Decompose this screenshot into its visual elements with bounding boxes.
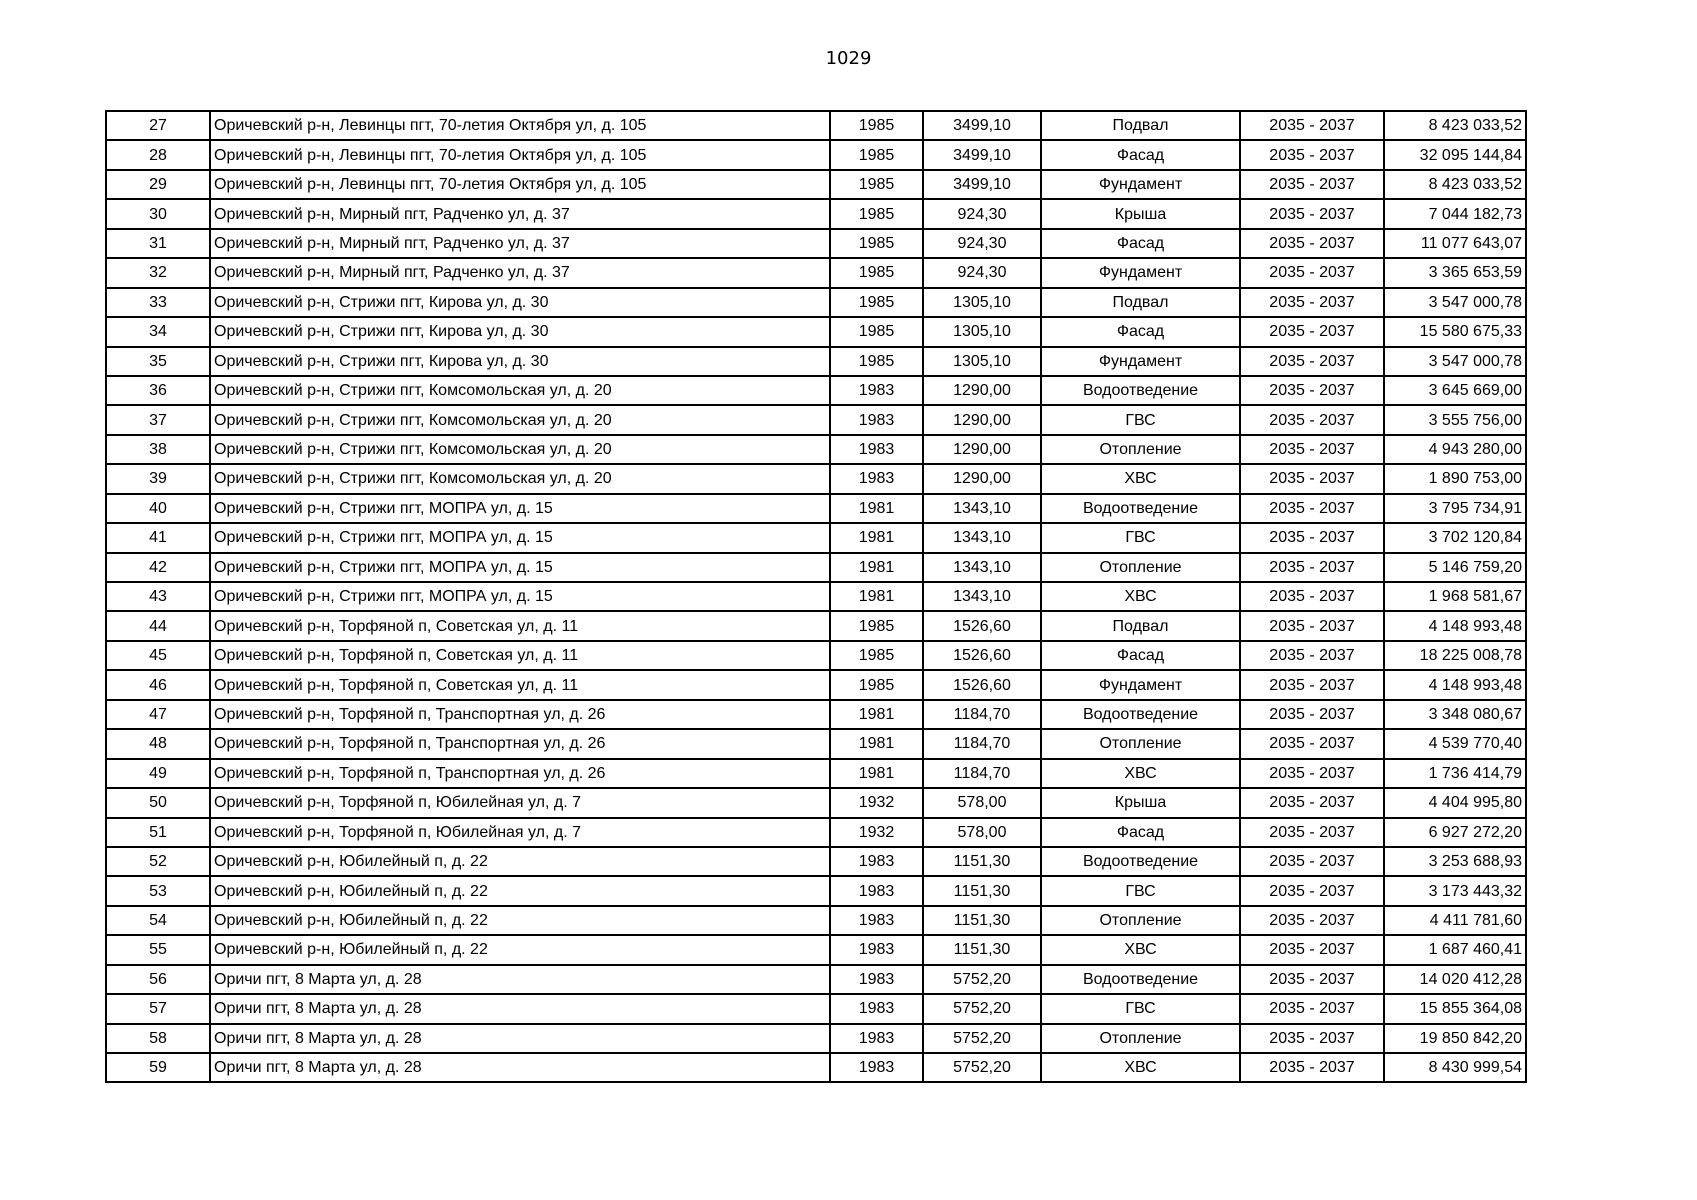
year-cell: 1985 [830, 347, 923, 376]
work-type-cell: ГВС [1041, 523, 1240, 552]
address-cell: Оричевский р-н, Стрижи пгт, МОПРА ул, д. 15 [210, 523, 830, 552]
table-body [106, 111, 1526, 1082]
cost-cell: 4 148 993,48 [1384, 611, 1526, 640]
address-cell: Оричевский р-н, Торфяной п, Транспортная ул, д. 26 [210, 759, 830, 788]
cost-cell: 8 423 033,52 [1384, 170, 1526, 199]
address-cell: Оричевский р-н, Мирный пгт, Радченко ул, д. 37 [210, 258, 830, 287]
period-cell: 2035 - 2037 [1240, 523, 1384, 552]
address-cell: Оричевский р-н, Торфяной п, Транспортная ул, д. 26 [210, 729, 830, 758]
table-row [106, 965, 1526, 994]
row-number-cell: 39 [106, 464, 210, 493]
area-cell: 1343,10 [923, 553, 1041, 582]
area-cell: 1343,10 [923, 582, 1041, 611]
year-cell: 1983 [830, 376, 923, 405]
work-type-cell: Подвал [1041, 288, 1240, 317]
period-cell: 2035 - 2037 [1240, 759, 1384, 788]
row-number-cell: 44 [106, 611, 210, 640]
address-cell: Оричи пгт, 8 Марта ул, д. 28 [210, 994, 830, 1023]
table-row [106, 876, 1526, 905]
work-type-cell: Фасад [1041, 317, 1240, 346]
period-cell: 2035 - 2037 [1240, 288, 1384, 317]
row-number-cell: 54 [106, 906, 210, 935]
address-cell: Оричевский р-н, Стрижи пгт, Комсомольская ул, д. 20 [210, 376, 830, 405]
area-cell: 1343,10 [923, 523, 1041, 552]
cost-cell: 3 348 080,67 [1384, 700, 1526, 729]
year-cell: 1983 [830, 935, 923, 964]
period-cell: 2035 - 2037 [1240, 258, 1384, 287]
area-cell: 1305,10 [923, 317, 1041, 346]
period-cell: 2035 - 2037 [1240, 582, 1384, 611]
cost-cell: 3 253 688,93 [1384, 847, 1526, 876]
table-row [106, 759, 1526, 788]
address-cell: Оричевский р-н, Левинцы пгт, 70-летия Октября ул, д. 105 [210, 170, 830, 199]
work-type-cell: ГВС [1041, 405, 1240, 434]
area-cell: 1290,00 [923, 435, 1041, 464]
table-row [106, 464, 1526, 493]
row-number-cell: 53 [106, 876, 210, 905]
period-cell: 2035 - 2037 [1240, 464, 1384, 493]
work-type-cell: Фасад [1041, 140, 1240, 169]
row-number-cell: 57 [106, 994, 210, 1023]
period-cell: 2035 - 2037 [1240, 317, 1384, 346]
row-number-cell: 31 [106, 229, 210, 258]
work-type-cell: Фундамент [1041, 347, 1240, 376]
year-cell: 1983 [830, 994, 923, 1023]
address-cell: Оричевский р-н, Стрижи пгт, Кирова ул, д. 30 [210, 347, 830, 376]
row-number-cell: 38 [106, 435, 210, 464]
area-cell: 1526,60 [923, 611, 1041, 640]
page-number: 1029 [825, 48, 872, 69]
work-type-cell: Фундамент [1041, 258, 1240, 287]
row-number-cell: 51 [106, 818, 210, 847]
work-type-cell: Отопление [1041, 906, 1240, 935]
period-cell: 2035 - 2037 [1240, 906, 1384, 935]
row-number-cell: 50 [106, 788, 210, 817]
area-cell: 1290,00 [923, 464, 1041, 493]
work-type-cell: Водоотведение [1041, 847, 1240, 876]
table-row [106, 288, 1526, 317]
table-row [106, 435, 1526, 464]
year-cell: 1983 [830, 876, 923, 905]
address-cell: Оричевский р-н, Стрижи пгт, Комсомольская ул, д. 20 [210, 435, 830, 464]
row-number-cell: 45 [106, 641, 210, 670]
cost-cell: 4 943 280,00 [1384, 435, 1526, 464]
address-cell: Оричи пгт, 8 Марта ул, д. 28 [210, 1053, 830, 1082]
table-row [106, 317, 1526, 346]
year-cell: 1985 [830, 111, 923, 140]
table-row [106, 347, 1526, 376]
work-type-cell: ХВС [1041, 582, 1240, 611]
work-type-cell: Подвал [1041, 111, 1240, 140]
row-number-cell: 47 [106, 700, 210, 729]
work-type-cell: Фасад [1041, 229, 1240, 258]
work-type-cell: Отопление [1041, 729, 1240, 758]
area-cell: 3499,10 [923, 140, 1041, 169]
table-row [106, 611, 1526, 640]
period-cell: 2035 - 2037 [1240, 1024, 1384, 1053]
table-row [106, 258, 1526, 287]
cost-cell: 11 077 643,07 [1384, 229, 1526, 258]
area-cell: 924,30 [923, 199, 1041, 228]
work-type-cell: ХВС [1041, 1053, 1240, 1082]
area-cell: 1343,10 [923, 494, 1041, 523]
year-cell: 1983 [830, 405, 923, 434]
period-cell: 2035 - 2037 [1240, 611, 1384, 640]
area-cell: 1526,60 [923, 670, 1041, 699]
row-number-cell: 48 [106, 729, 210, 758]
work-type-cell: Фундамент [1041, 670, 1240, 699]
year-cell: 1985 [830, 229, 923, 258]
area-cell: 1184,70 [923, 759, 1041, 788]
cost-cell: 15 855 364,08 [1384, 994, 1526, 1023]
address-cell: Оричевский р-н, Стрижи пгт, МОПРА ул, д. 15 [210, 582, 830, 611]
repair-schedule-table [105, 110, 1527, 1083]
address-cell: Оричевский р-н, Стрижи пгт, Кирова ул, д. 30 [210, 288, 830, 317]
address-cell: Оричевский р-н, Юбилейный п, д. 22 [210, 876, 830, 905]
address-cell: Оричевский р-н, Юбилейный п, д. 22 [210, 847, 830, 876]
work-type-cell: Отопление [1041, 435, 1240, 464]
cost-cell: 3 365 653,59 [1384, 258, 1526, 287]
year-cell: 1985 [830, 170, 923, 199]
year-cell: 1985 [830, 641, 923, 670]
period-cell: 2035 - 2037 [1240, 818, 1384, 847]
year-cell: 1932 [830, 788, 923, 817]
area-cell: 924,30 [923, 229, 1041, 258]
period-cell: 2035 - 2037 [1240, 229, 1384, 258]
year-cell: 1985 [830, 258, 923, 287]
address-cell: Оричевский р-н, Стрижи пгт, МОПРА ул, д. 15 [210, 494, 830, 523]
period-cell: 2035 - 2037 [1240, 494, 1384, 523]
cost-cell: 3 173 443,32 [1384, 876, 1526, 905]
row-number-cell: 56 [106, 965, 210, 994]
row-number-cell: 28 [106, 140, 210, 169]
table-row [106, 140, 1526, 169]
address-cell: Оричевский р-н, Торфяной п, Юбилейная ул, д. 7 [210, 818, 830, 847]
work-type-cell: Крыша [1041, 788, 1240, 817]
period-cell: 2035 - 2037 [1240, 641, 1384, 670]
table-row [106, 229, 1526, 258]
area-cell: 1184,70 [923, 729, 1041, 758]
period-cell: 2035 - 2037 [1240, 876, 1384, 905]
cost-cell: 6 927 272,20 [1384, 818, 1526, 847]
address-cell: Оричи пгт, 8 Марта ул, д. 28 [210, 1024, 830, 1053]
address-cell: Оричевский р-н, Стрижи пгт, Комсомольская ул, д. 20 [210, 464, 830, 493]
work-type-cell: Фундамент [1041, 170, 1240, 199]
table-row [106, 729, 1526, 758]
table-row [106, 405, 1526, 434]
row-number-cell: 58 [106, 1024, 210, 1053]
year-cell: 1981 [830, 523, 923, 552]
year-cell: 1985 [830, 670, 923, 699]
work-type-cell: ХВС [1041, 464, 1240, 493]
area-cell: 1305,10 [923, 288, 1041, 317]
area-cell: 5752,20 [923, 1053, 1041, 1082]
area-cell: 3499,10 [923, 111, 1041, 140]
address-cell: Оричевский р-н, Мирный пгт, Радченко ул, д. 37 [210, 229, 830, 258]
address-cell: Оричевский р-н, Торфяной п, Советская ул, д. 11 [210, 670, 830, 699]
year-cell: 1981 [830, 494, 923, 523]
row-number-cell: 42 [106, 553, 210, 582]
year-cell: 1981 [830, 700, 923, 729]
cost-cell: 18 225 008,78 [1384, 641, 1526, 670]
year-cell: 1985 [830, 288, 923, 317]
year-cell: 1985 [830, 199, 923, 228]
row-number-cell: 29 [106, 170, 210, 199]
table-row [106, 111, 1526, 140]
period-cell: 2035 - 2037 [1240, 847, 1384, 876]
area-cell: 1305,10 [923, 347, 1041, 376]
area-cell: 578,00 [923, 788, 1041, 817]
area-cell: 1290,00 [923, 405, 1041, 434]
row-number-cell: 34 [106, 317, 210, 346]
work-type-cell: Отопление [1041, 1024, 1240, 1053]
address-cell: Оричевский р-н, Торфяной п, Юбилейная ул, д. 7 [210, 788, 830, 817]
table-row [106, 641, 1526, 670]
cost-cell: 3 547 000,78 [1384, 347, 1526, 376]
row-number-cell: 32 [106, 258, 210, 287]
table-row [106, 818, 1526, 847]
year-cell: 1983 [830, 1053, 923, 1082]
cost-cell: 8 423 033,52 [1384, 111, 1526, 140]
cost-cell: 5 146 759,20 [1384, 553, 1526, 582]
work-type-cell: Водоотведение [1041, 965, 1240, 994]
cost-cell: 1 736 414,79 [1384, 759, 1526, 788]
cost-cell: 15 580 675,33 [1384, 317, 1526, 346]
table-row [106, 553, 1526, 582]
row-number-cell: 33 [106, 288, 210, 317]
year-cell: 1985 [830, 140, 923, 169]
work-type-cell: Крыша [1041, 199, 1240, 228]
cost-cell: 3 795 734,91 [1384, 494, 1526, 523]
year-cell: 1983 [830, 847, 923, 876]
row-number-cell: 46 [106, 670, 210, 699]
table-row [106, 582, 1526, 611]
cost-cell: 4 411 781,60 [1384, 906, 1526, 935]
row-number-cell: 35 [106, 347, 210, 376]
cost-cell: 3 547 000,78 [1384, 288, 1526, 317]
cost-cell: 19 850 842,20 [1384, 1024, 1526, 1053]
table-row [106, 523, 1526, 552]
address-cell: Оричевский р-н, Стрижи пгт, Комсомольская ул, д. 20 [210, 405, 830, 434]
table-row [106, 700, 1526, 729]
address-cell: Оричевский р-н, Стрижи пгт, МОПРА ул, д. 15 [210, 553, 830, 582]
year-cell: 1981 [830, 759, 923, 788]
period-cell: 2035 - 2037 [1240, 140, 1384, 169]
period-cell: 2035 - 2037 [1240, 405, 1384, 434]
table-row [106, 847, 1526, 876]
year-cell: 1932 [830, 818, 923, 847]
address-cell: Оричевский р-н, Юбилейный п, д. 22 [210, 906, 830, 935]
work-type-cell: Подвал [1041, 611, 1240, 640]
period-cell: 2035 - 2037 [1240, 111, 1384, 140]
period-cell: 2035 - 2037 [1240, 729, 1384, 758]
table-row [106, 788, 1526, 817]
work-type-cell: Фасад [1041, 818, 1240, 847]
year-cell: 1981 [830, 729, 923, 758]
row-number-cell: 27 [106, 111, 210, 140]
area-cell: 5752,20 [923, 965, 1041, 994]
work-type-cell: ГВС [1041, 994, 1240, 1023]
row-number-cell: 41 [106, 523, 210, 552]
address-cell: Оричевский р-н, Левинцы пгт, 70-летия Октября ул, д. 105 [210, 140, 830, 169]
table-row [106, 1053, 1526, 1082]
area-cell: 1151,30 [923, 935, 1041, 964]
address-cell: Оричевский р-н, Торфяной п, Транспортная ул, д. 26 [210, 700, 830, 729]
row-number-cell: 36 [106, 376, 210, 405]
area-cell: 924,30 [923, 258, 1041, 287]
work-type-cell: Водоотведение [1041, 376, 1240, 405]
cost-cell: 8 430 999,54 [1384, 1053, 1526, 1082]
area-cell: 5752,20 [923, 1024, 1041, 1053]
work-type-cell: Фасад [1041, 641, 1240, 670]
year-cell: 1983 [830, 435, 923, 464]
area-cell: 578,00 [923, 818, 1041, 847]
area-cell: 3499,10 [923, 170, 1041, 199]
area-cell: 1151,30 [923, 876, 1041, 905]
row-number-cell: 52 [106, 847, 210, 876]
period-cell: 2035 - 2037 [1240, 670, 1384, 699]
address-cell: Оричевский р-н, Мирный пгт, Радченко ул, д. 37 [210, 199, 830, 228]
table-row [106, 170, 1526, 199]
period-cell: 2035 - 2037 [1240, 170, 1384, 199]
address-cell: Оричевский р-н, Торфяной п, Советская ул, д. 11 [210, 641, 830, 670]
table-row [106, 906, 1526, 935]
period-cell: 2035 - 2037 [1240, 935, 1384, 964]
address-cell: Оричи пгт, 8 Марта ул, д. 28 [210, 965, 830, 994]
cost-cell: 14 020 412,28 [1384, 965, 1526, 994]
period-cell: 2035 - 2037 [1240, 700, 1384, 729]
address-cell: Оричевский р-н, Левинцы пгт, 70-летия Октября ул, д. 105 [210, 111, 830, 140]
area-cell: 1184,70 [923, 700, 1041, 729]
period-cell: 2035 - 2037 [1240, 199, 1384, 228]
table-row [106, 670, 1526, 699]
work-type-cell: Водоотведение [1041, 494, 1240, 523]
address-cell: Оричевский р-н, Торфяной п, Советская ул, д. 11 [210, 611, 830, 640]
cost-cell: 3 702 120,84 [1384, 523, 1526, 552]
year-cell: 1981 [830, 582, 923, 611]
area-cell: 1526,60 [923, 641, 1041, 670]
row-number-cell: 55 [106, 935, 210, 964]
cost-cell: 1 890 753,00 [1384, 464, 1526, 493]
area-cell: 1151,30 [923, 847, 1041, 876]
row-number-cell: 30 [106, 199, 210, 228]
period-cell: 2035 - 2037 [1240, 553, 1384, 582]
period-cell: 2035 - 2037 [1240, 376, 1384, 405]
period-cell: 2035 - 2037 [1240, 994, 1384, 1023]
address-cell: Оричевский р-н, Юбилейный п, д. 22 [210, 935, 830, 964]
period-cell: 2035 - 2037 [1240, 788, 1384, 817]
cost-cell: 32 095 144,84 [1384, 140, 1526, 169]
area-cell: 1290,00 [923, 376, 1041, 405]
year-cell: 1983 [830, 906, 923, 935]
row-number-cell: 49 [106, 759, 210, 788]
year-cell: 1983 [830, 1024, 923, 1053]
table-row [106, 935, 1526, 964]
year-cell: 1985 [830, 611, 923, 640]
year-cell: 1983 [830, 464, 923, 493]
cost-cell: 4 148 993,48 [1384, 670, 1526, 699]
cost-cell: 3 645 669,00 [1384, 376, 1526, 405]
period-cell: 2035 - 2037 [1240, 435, 1384, 464]
table-row [106, 199, 1526, 228]
work-type-cell: ГВС [1041, 876, 1240, 905]
year-cell: 1985 [830, 317, 923, 346]
year-cell: 1981 [830, 553, 923, 582]
year-cell: 1983 [830, 965, 923, 994]
cost-cell: 1 968 581,67 [1384, 582, 1526, 611]
period-cell: 2035 - 2037 [1240, 965, 1384, 994]
cost-cell: 3 555 756,00 [1384, 405, 1526, 434]
work-type-cell: Отопление [1041, 553, 1240, 582]
period-cell: 2035 - 2037 [1240, 1053, 1384, 1082]
cost-cell: 1 687 460,41 [1384, 935, 1526, 964]
area-cell: 1151,30 [923, 906, 1041, 935]
work-type-cell: ХВС [1041, 759, 1240, 788]
table-row [106, 494, 1526, 523]
table-row [106, 994, 1526, 1023]
cost-cell: 4 539 770,40 [1384, 729, 1526, 758]
period-cell: 2035 - 2037 [1240, 347, 1384, 376]
row-number-cell: 40 [106, 494, 210, 523]
area-cell: 5752,20 [923, 994, 1041, 1023]
table-row [106, 376, 1526, 405]
row-number-cell: 43 [106, 582, 210, 611]
work-type-cell: Водоотведение [1041, 700, 1240, 729]
row-number-cell: 59 [106, 1053, 210, 1082]
row-number-cell: 37 [106, 405, 210, 434]
address-cell: Оричевский р-н, Стрижи пгт, Кирова ул, д. 30 [210, 317, 830, 346]
work-type-cell: ХВС [1041, 935, 1240, 964]
cost-cell: 4 404 995,80 [1384, 788, 1526, 817]
cost-cell: 7 044 182,73 [1384, 199, 1526, 228]
table-row [106, 1024, 1526, 1053]
